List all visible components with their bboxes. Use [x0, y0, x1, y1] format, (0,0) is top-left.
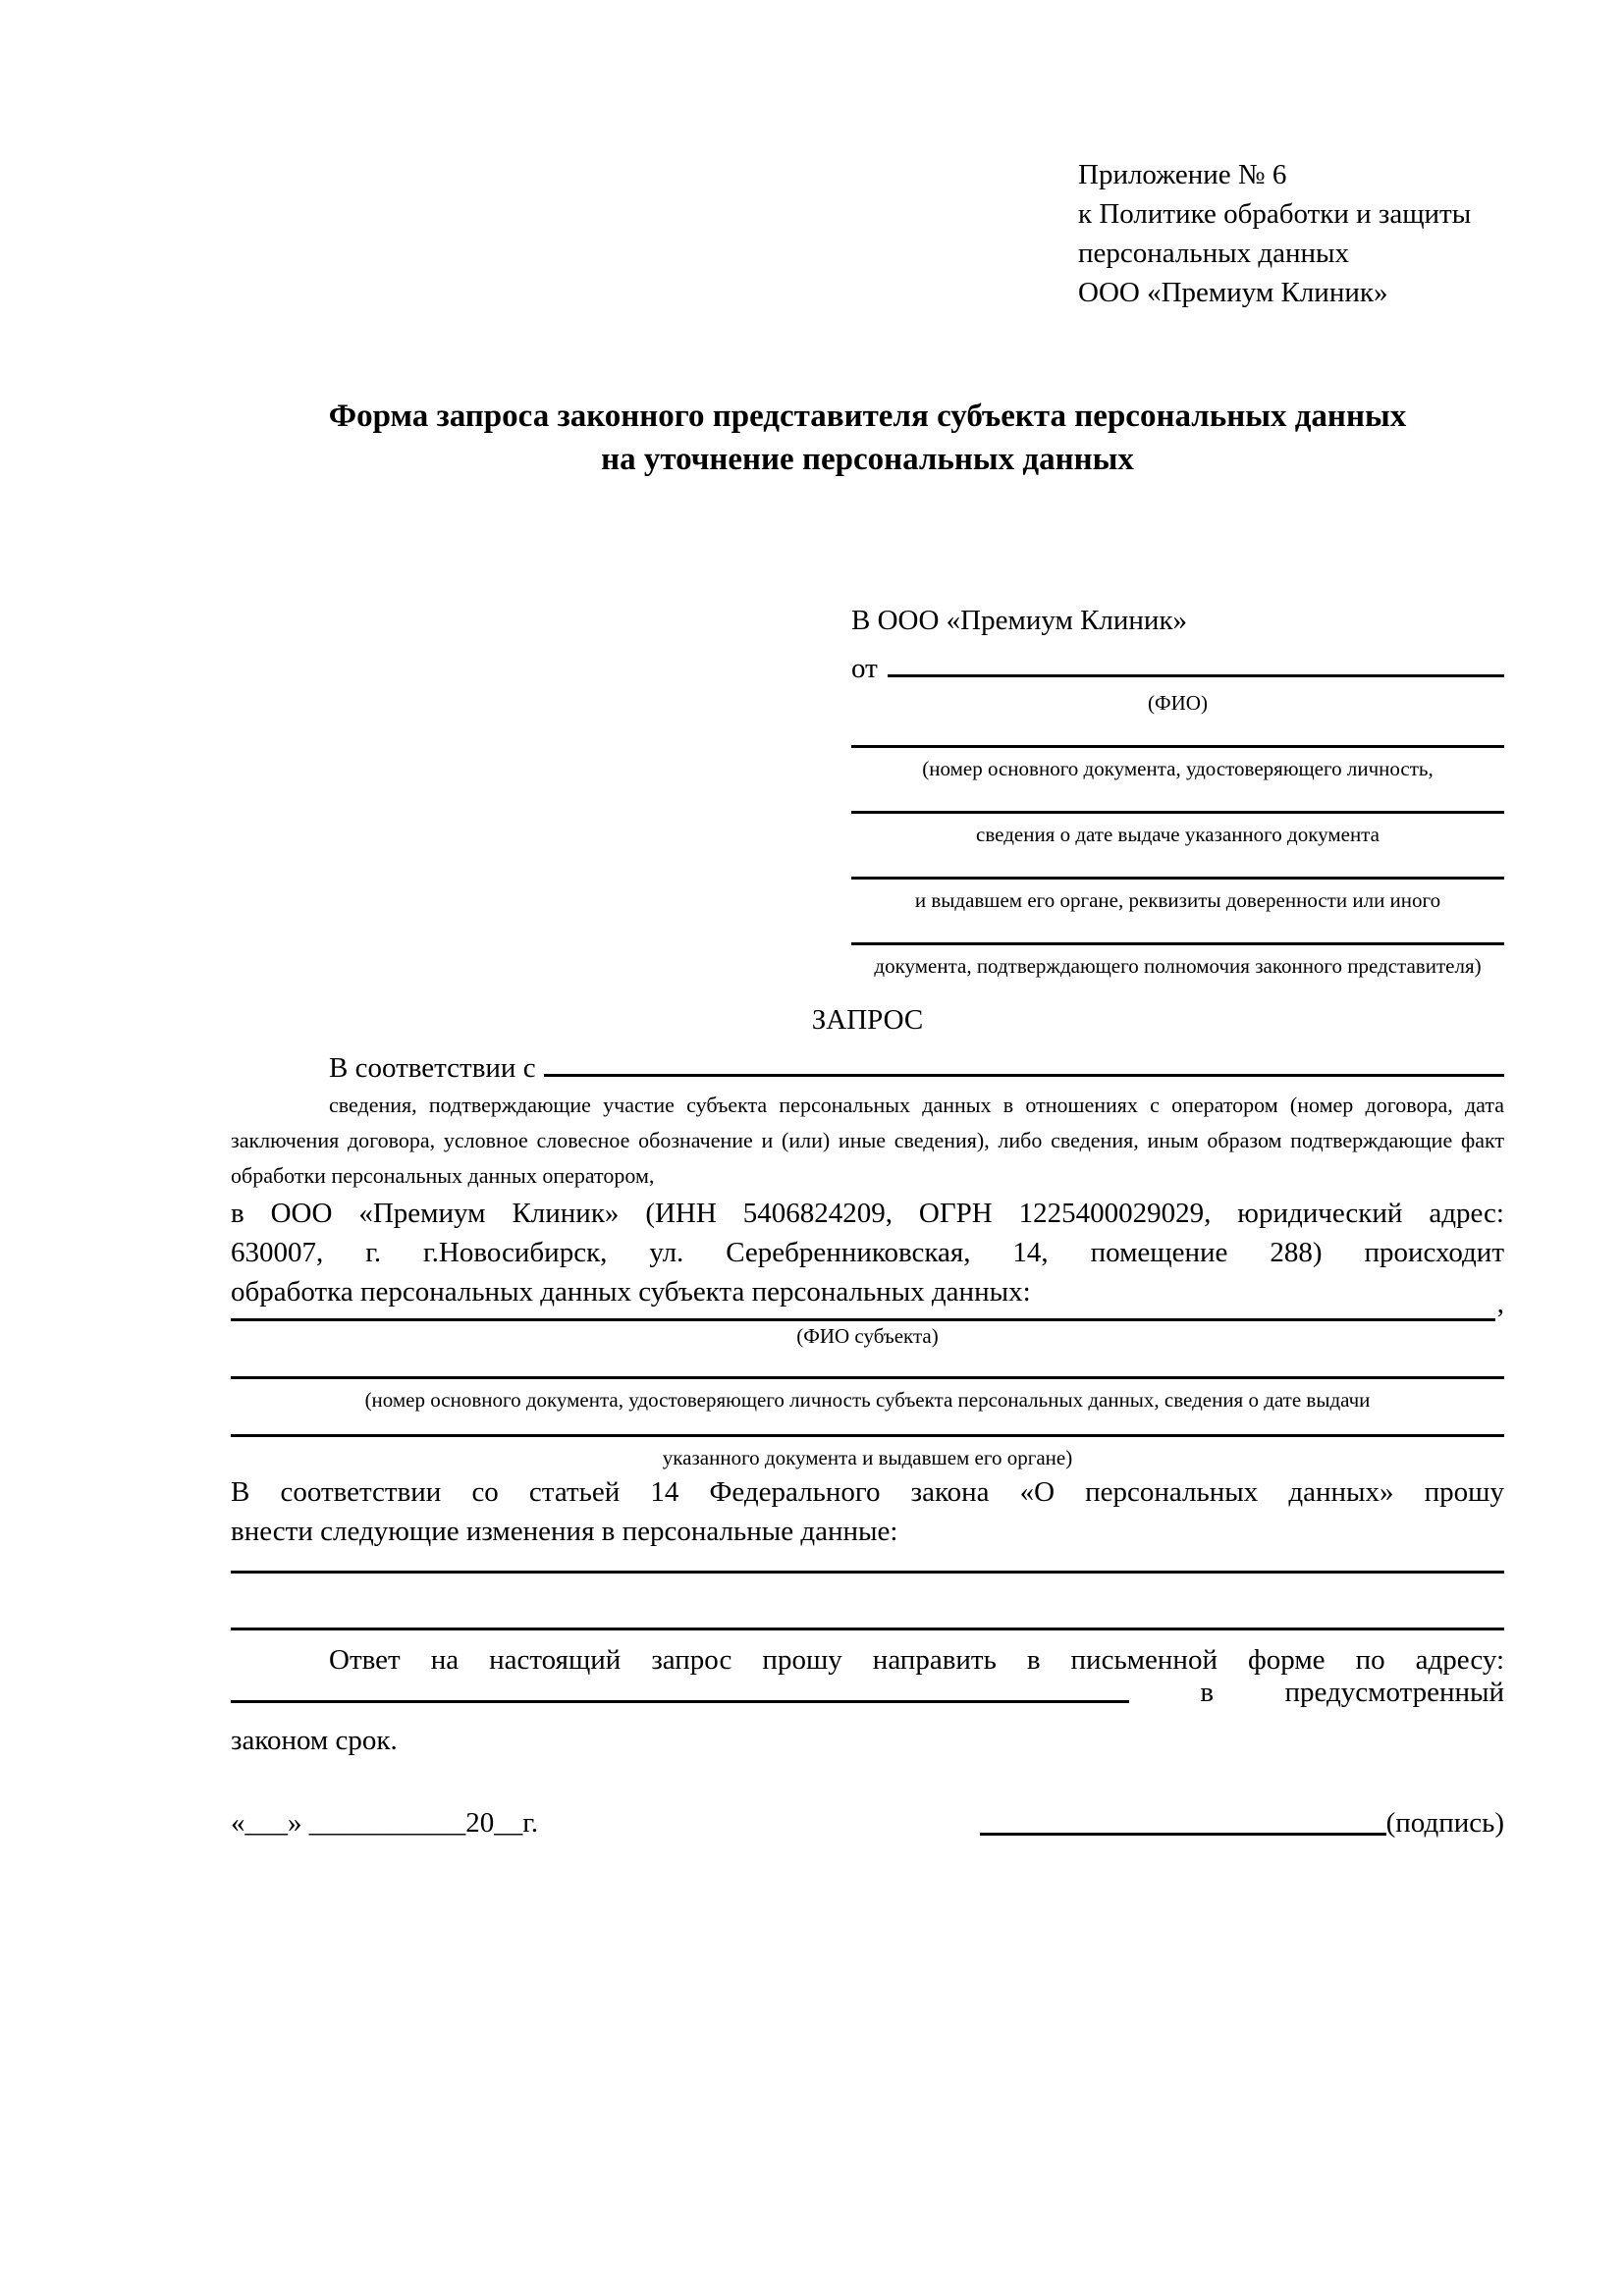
date-signature-row: [231, 1803, 1504, 1842]
addressee-block: [851, 601, 1504, 979]
subject-fio-blank-line: [231, 1287, 1495, 1321]
trailing-comma: ,: [1496, 1288, 1504, 1319]
blank-field-unit: [851, 942, 1504, 979]
address-blank-line: [231, 1700, 1129, 1703]
appendix-line: персональных данных: [1078, 238, 1350, 269]
appendix-block: [1078, 155, 1504, 312]
title-line-1: Форма запроса законного представителя субъекта персональных данных: [328, 399, 1407, 434]
appendix-line: Приложение № 6: [1078, 159, 1287, 190]
blank-line: [231, 1376, 1504, 1379]
blank-line: [851, 811, 1504, 814]
answer-address-row: [231, 1677, 1504, 1708]
paragraph-line: обработка персональных данных субъекта персональных данных:: [231, 1276, 1031, 1308]
blank-caption: (номер основного документа, удостоверяющего личность,: [922, 757, 1434, 780]
blank-caption: и выдавшем его органе, реквизиты доверенности или иного: [914, 888, 1441, 912]
blank-field-unit: [851, 745, 1504, 781]
note-line: сведения, подтверждающие участие субъекта персональных данных в отношениях с оператором (номер договора, дата: [329, 1093, 1504, 1117]
blank-line: [231, 1434, 1504, 1437]
blank-field-unit: [851, 811, 1504, 847]
according-label: В соответствии с: [329, 1052, 536, 1084]
law-paragraph: [231, 1472, 1504, 1551]
from-blank-line: [888, 643, 1504, 677]
note-line: обработки персональных данных оператором,: [231, 1163, 655, 1188]
answer-word-v: в: [1200, 1677, 1215, 1708]
paragraph-line: внести следующие изменения в персональные данные:: [231, 1516, 898, 1547]
paragraph-line: В соответствии со статьей 14 Федерального закона «О персональных данных» прошу: [231, 1476, 1504, 1508]
signature-caption: (подпись): [1385, 1807, 1504, 1839]
according-blank-line: [544, 1042, 1504, 1077]
from-label: от: [851, 653, 878, 684]
fio-caption: (ФИО): [1148, 691, 1208, 715]
document-title: [231, 395, 1504, 481]
blank-line: [851, 942, 1504, 945]
from-row: [851, 643, 1504, 688]
answer-term-line: законом срок.: [231, 1725, 398, 1756]
blank-line: [851, 745, 1504, 748]
according-row: [231, 1042, 1504, 1088]
note-text: [231, 1088, 1504, 1194]
blank-line: [231, 1571, 1504, 1574]
answer-word-predusmotrenny: предусмотренный: [1284, 1677, 1504, 1708]
blank-field-unit: [851, 877, 1504, 913]
blank-caption: сведения о дате выдаче указанного документа: [976, 823, 1380, 846]
blank-line: [231, 1628, 1504, 1630]
signature-blank-line: [980, 1833, 1386, 1836]
note-line: заключения договора, условное словесное обозначение и (или) иные сведения), либо сведения, иным образом подтверждающие факт: [231, 1128, 1504, 1152]
addressee-organization: В ООО «Премиум Клиник»: [851, 605, 1188, 636]
subject-fio-caption: (ФИО субъекта): [796, 1324, 939, 1348]
subject-doc-caption: (номер основного документа, удостоверяющего личность субъекта персональных данных, сведения о дате выдачи: [364, 1388, 1371, 1412]
title-line-2: на уточнение персональных данных: [601, 442, 1134, 477]
signature-group: [980, 1803, 1504, 1842]
paragraph-line: 630007, г. г.Новосибирск, ул. Серебренниковская, 14, помещение 288) происходит: [231, 1237, 1504, 1268]
blank-caption: документа, подтверждающего полномочия законного представителя): [874, 954, 1482, 978]
appendix-line: к Политике обработки и защиты: [1078, 198, 1472, 230]
subject-doc-caption: указанного документа и выдавшем его органе): [662, 1446, 1073, 1469]
date-blank-text: «___» ___________20__г.: [231, 1807, 539, 1839]
appendix-line: ООО «Премиум Клиник»: [1078, 277, 1388, 308]
paragraph-line: в ООО «Премиум Клиник» (ИНН 5406824209, ОГРН 1225400029029, юридический адрес:: [231, 1198, 1504, 1229]
answer-paragraph: Ответ на настоящий запрос прошу направить в письменной форме по адресу:: [329, 1644, 1504, 1676]
request-heading: ЗАПРОС: [811, 1004, 924, 1036]
subject-fio-row: [231, 1286, 1504, 1321]
blank-line: [851, 877, 1504, 880]
